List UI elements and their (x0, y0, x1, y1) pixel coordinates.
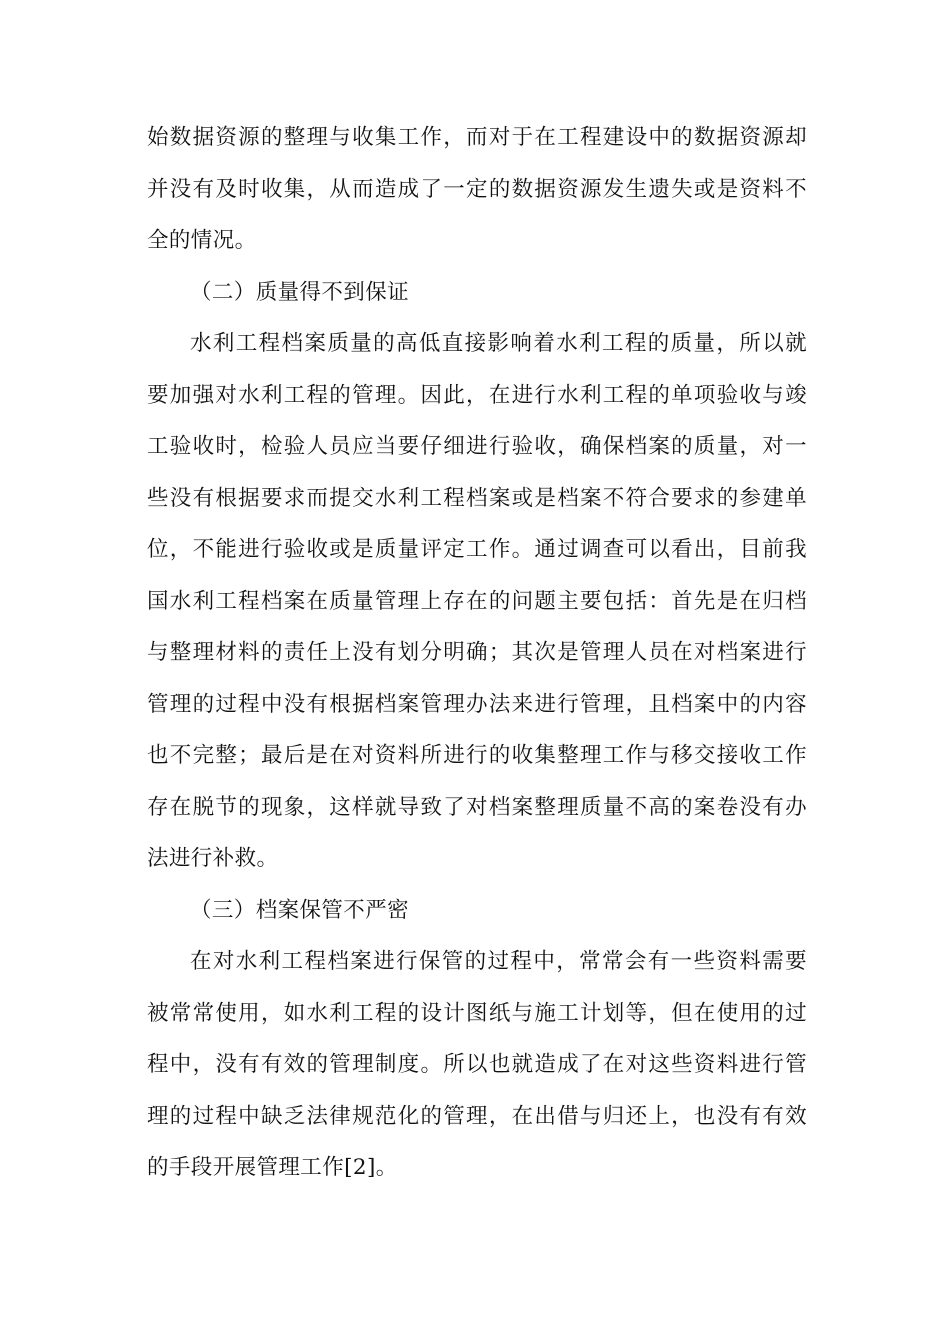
paragraph-line: 在对水利工程档案进行保管的过程中，常常会有一些资料需要 (190, 949, 807, 974)
paragraph-line: 的手段开展管理工作[2]。 (147, 1155, 398, 1180)
paragraph-line: 要加强对水利工程的管理。因此，在进行水利工程的单项验收与竣 (147, 383, 807, 408)
paragraph-line: 被常常使用，如水利工程的设计图纸与施工计划等，但在使用的过 (147, 1001, 807, 1026)
paragraph-line: 存在脱节的现象，这样就导致了对档案整理质量不高的案卷没有办 (147, 795, 807, 820)
paragraph-line: 并没有及时收集，从而造成了一定的数据资源发生遗失或是资料不 (147, 177, 807, 202)
paragraph-line: 水利工程档案质量的高低直接影响着水利工程的质量，所以就 (190, 331, 807, 356)
section-heading: （三）档案保管不严密 (190, 898, 410, 923)
paragraph-line: 与整理材料的责任上没有划分明确；其次是管理人员在对档案进行 (147, 640, 807, 665)
paragraph-line: 工验收时，检验人员应当要仔细进行验收，确保档案的质量，对一 (147, 434, 807, 459)
paragraph-line: 始数据资源的整理与收集工作，而对于在工程建设中的数据资源却 (147, 125, 807, 150)
paragraph-line: 也不完整；最后是在对资料所进行的收集整理工作与移交接收工作 (147, 743, 807, 768)
paragraph-line: 程中，没有有效的管理制度。所以也就造成了在对这些资料进行管 (147, 1052, 807, 1077)
paragraph-line: 位，不能进行验收或是质量评定工作。通过调查可以看出，目前我 (147, 537, 807, 562)
paragraph-line: 国水利工程档案在质量管理上存在的问题主要包括：首先是在归档 (147, 589, 807, 614)
paragraph-line: 全的情况。 (147, 228, 257, 253)
paragraph-line: 些没有根据要求而提交水利工程档案或是档案不符合要求的参建单 (147, 486, 807, 511)
paragraph-line: 法进行补救。 (147, 846, 279, 871)
section-heading: （二）质量得不到保证 (190, 280, 410, 305)
paragraph-line: 管理的过程中没有根据档案管理办法来进行管理，且档案中的内容 (147, 692, 807, 717)
paragraph-line: 理的过程中缺乏法律规范化的管理，在出借与归还上，也没有有效 (147, 1104, 807, 1129)
